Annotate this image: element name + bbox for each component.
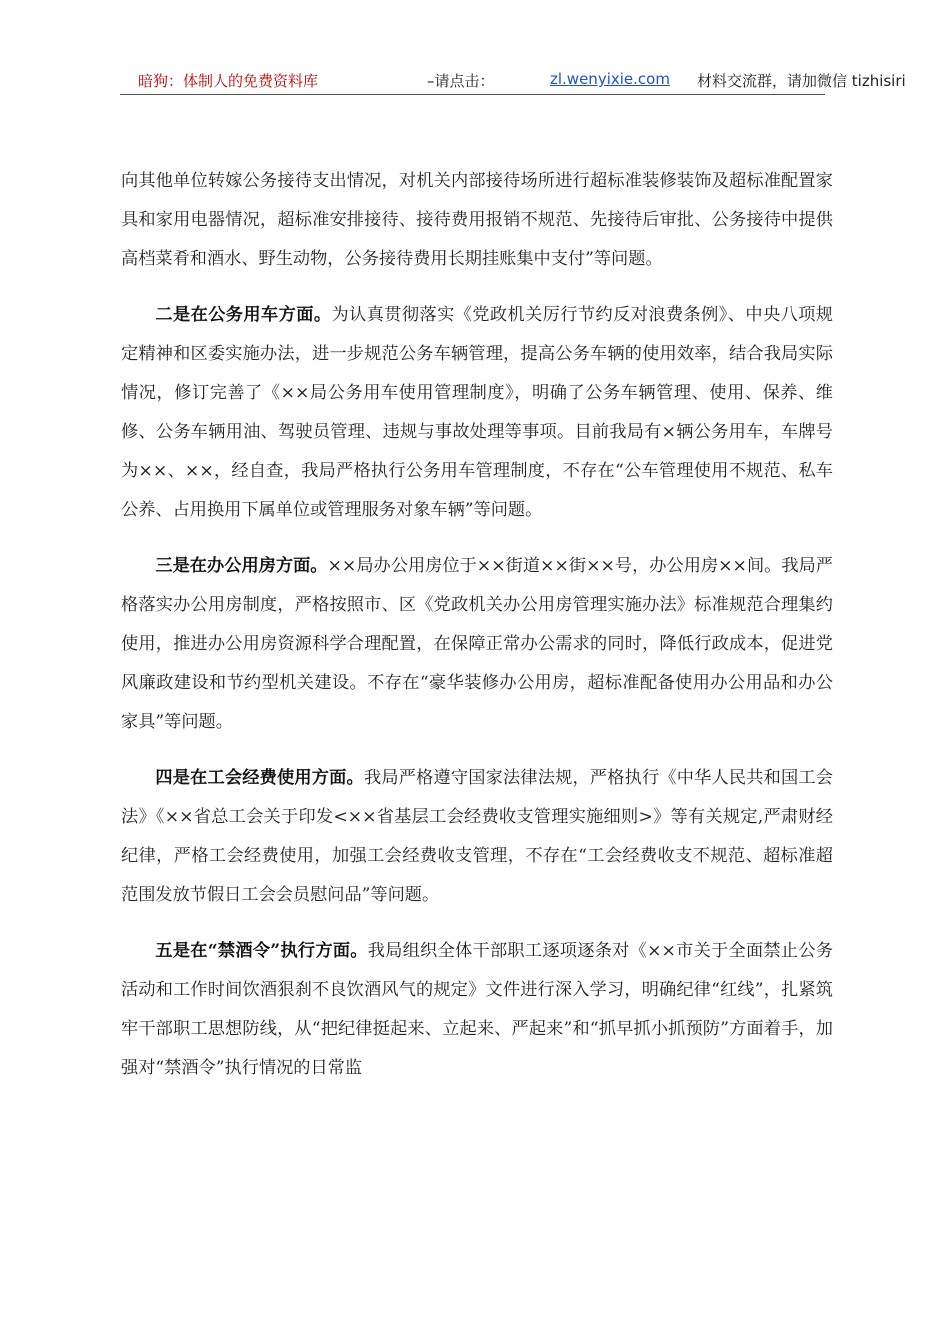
paragraph-text: 为认真贯彻落实《党政机关厉行节约反对浪费条例》、中央八项规定精神和区委实施办法，进一步规范公务车辆管理，提高公务车辆的使用效率，结合我局实际情况，修订完善了《××局公务用车使用管理制度》，明确了公务车辆管理、使用、保养、维修、公务车辆用油、驾驶员管理、违规与事故处理等事项。目前我局有×辆公务用车，车牌号为××、××，经自查，我局严格执行公务用车管理制度，不存在“公车管理使用不规范、私车公养、占用换用下属单位或管理服务对象车辆”等问题。 — [121, 305, 833, 520]
paragraph-lead: 三是在办公用房方面。 — [155, 556, 328, 576]
paragraph-official-vehicles — [121, 296, 833, 530]
document-body — [121, 162, 833, 1088]
paragraph-text: 我局严格遵守国家法律法规，严格执行《中华人民共和国工会法》《××省总工会关于印发<××省基层工会经费收支管理实施细则>》等有关规定,严肃财经纪律，严格工会经费使用，加强工会经费收支管理，不存在“工会经费收支不规范、超标准超范围发放节假日工会会员慰问品”等问题。 — [121, 768, 833, 905]
paragraph-text: ××局办公用房位于××街道××街××号，办公用房××间。我局严格落实办公用房制度，严格按照市、区《党政机关办公用房管理实施办法》标准规范合理集约使用，推进办公用房资源科学合理配置，在保障正常办公需求的同时，降低行政成本，促进党风廉政建设和节约型机关建设。不存在“豪华装修办公用房，超标准配备使用办公用品和办公家具”等问题。 — [121, 556, 833, 732]
header-link[interactable]: zl.wenyixie.com — [550, 70, 670, 88]
header-brand: 暗狗：体制人的免费资料库 — [138, 72, 319, 90]
paragraph-text: 向其他单位转嫁公务接待支出情况，对机关内部接待场所进行超标准装修装饰及超标准配置家具和家用电器情况，超标准安排接待、接待费用报销不规范、先接待后审批、公务接待中提供高档菜肴和酒水、野生动物，公务接待费用长期挂账集中支付”等问题。 — [121, 171, 833, 269]
paragraph-union-funds — [121, 759, 833, 915]
header-group-info: 材料交流群，请加微信 tizhisiri — [697, 72, 906, 90]
page-header — [120, 62, 906, 95]
paragraph-lead: 四是在工会经费使用方面。 — [155, 768, 364, 788]
paragraph-lead: 二是在公务用车方面。 — [155, 305, 332, 325]
paragraph-continued — [121, 162, 833, 279]
paragraph-alcohol-ban — [121, 932, 833, 1088]
paragraph-lead: 五是在“禁酒令”执行方面。 — [155, 941, 368, 961]
paragraph-office-space — [121, 547, 833, 742]
paragraph-text: 我局组织全体干部职工逐项逐条对《××市关于全面禁止公务活动和工作时间饮酒狠刹不良饮酒风气的规定》文件进行深入学习，明确纪律“红线”，扎紧筑牢干部职工思想防线，从“把纪律挺起来、立起来、严起来”和“抓早抓小抓预防”方面着手，加强对“禁酒令”执行情况的日常监 — [121, 941, 833, 1078]
header-prompt: –请点击： — [427, 72, 495, 90]
